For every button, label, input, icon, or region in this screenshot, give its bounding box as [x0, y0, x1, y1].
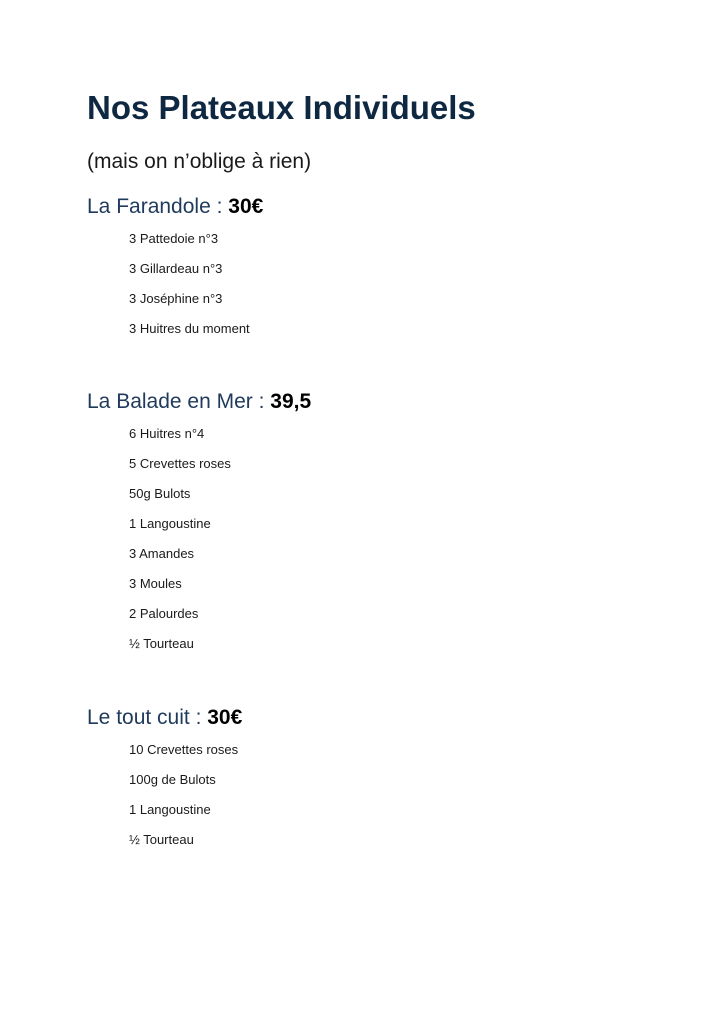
item-list [87, 426, 647, 652]
list-item: 3 Pattedoie n°3 [129, 231, 219, 246]
section-heading [87, 705, 647, 731]
section-name: Le tout cuit [87, 706, 190, 729]
section-price: 39,5 [270, 390, 312, 413]
section-heading [87, 389, 647, 415]
list-item: 1 Langoustine [129, 802, 211, 817]
section-price: 30€ [207, 706, 243, 729]
list-item: ½ Tourteau [129, 636, 194, 651]
item-list [87, 742, 647, 848]
section-separator: : [189, 706, 208, 729]
section-name: La Balade en Mer [87, 390, 253, 413]
section-heading [87, 194, 647, 220]
list-item: 10 Crevettes roses [129, 742, 239, 757]
list-item: 3 Amandes [129, 546, 195, 561]
page-subtitle: (mais on n’oblige à rien) [87, 150, 312, 173]
list-item: 1 Langoustine [129, 516, 211, 531]
page-title: Nos Plateaux Individuels [87, 89, 476, 126]
list-item: 3 Huitres du moment [129, 321, 250, 336]
list-item: 3 Gillardeau n°3 [129, 261, 223, 276]
list-item: 2 Palourdes [129, 606, 199, 621]
list-item: 5 Crevettes roses [129, 456, 231, 471]
section-name: La Farandole [87, 195, 211, 218]
section-separator: : [210, 195, 229, 218]
section-la-balade-en-mer [87, 389, 647, 652]
list-item: 6 Huitres n°4 [129, 426, 205, 441]
list-item: 100g de Bulots [129, 772, 216, 787]
section-price: 30€ [228, 195, 264, 218]
item-list [87, 231, 647, 337]
list-item: ½ Tourteau [129, 832, 194, 847]
list-item: 50g Bulots [129, 486, 191, 501]
list-item: 3 Moules [129, 576, 182, 591]
section-separator: : [252, 390, 271, 413]
list-item: 3 Joséphine n°3 [129, 291, 223, 306]
section-le-tout-cuit [87, 705, 647, 848]
section-la-farandole [87, 194, 647, 337]
